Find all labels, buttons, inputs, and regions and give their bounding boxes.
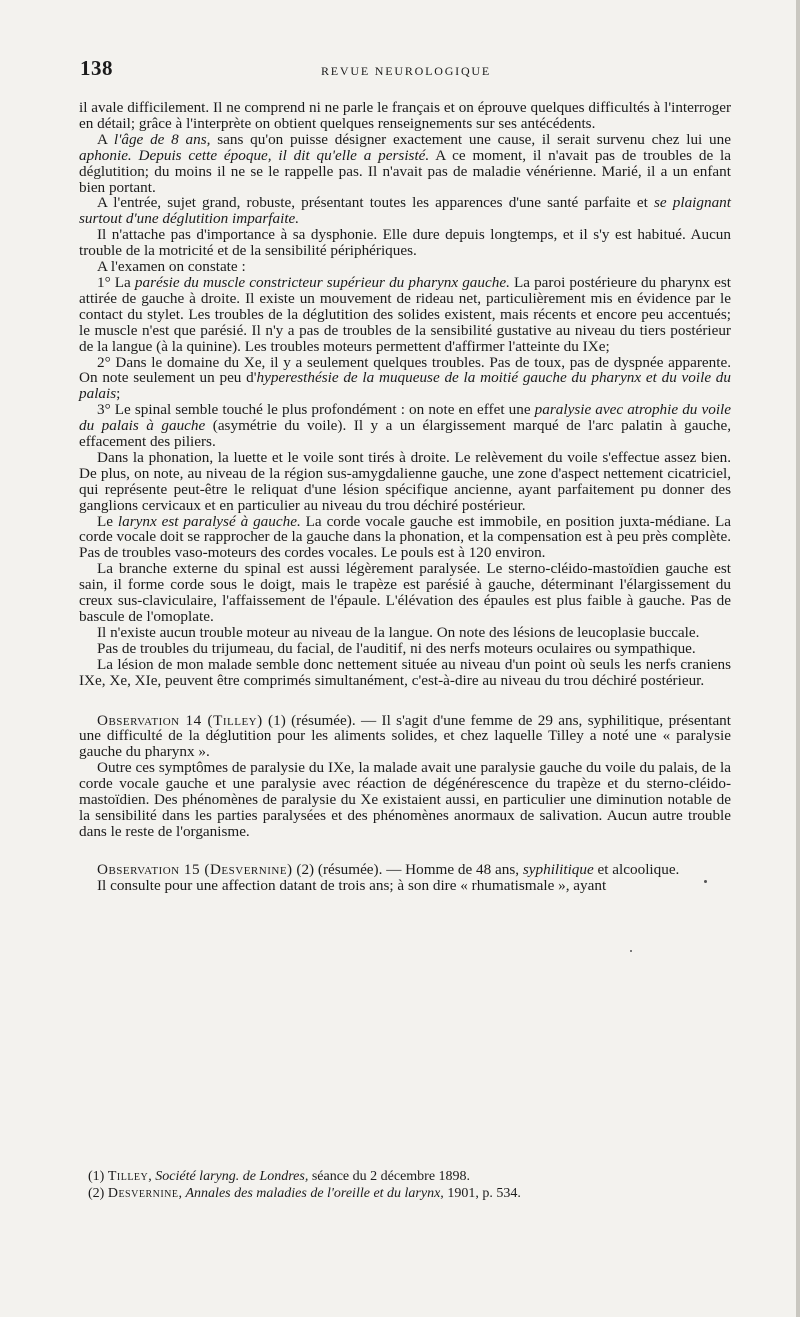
page-number: 138 xyxy=(80,56,113,80)
paragraph xyxy=(79,132,731,196)
footnote-source: Annales des maladies de l'oreille et du larynx, xyxy=(185,1186,444,1201)
paragraph xyxy=(79,275,731,355)
paragraph: La lésion de mon malade semble donc nettement située au niveau d'un point où seuls les nerfs craniens IXe, Xe, XIe, peuvent être comprimés simultanément, c'est-à-dire au niveau du trou déchiré postérieur. xyxy=(79,655,731,689)
footnote-source: Société laryng. de Londres, xyxy=(155,1169,309,1184)
paragraph: il avale difficilement. Il ne comprend ni ne parle le français et on éprouve quelques difficultés à l'interroger en détail; grâce à l'interprète on obtient quelques renseignements sur ses antécédents. xyxy=(79,99,731,132)
section-gap xyxy=(79,840,731,862)
observation-paragraph xyxy=(79,713,731,761)
paragraph: A l'examen on constate : xyxy=(97,258,246,276)
text-run: 1° La xyxy=(97,273,135,291)
text-run: 2° Dans le domaine du Xe, il y a seulement quelques troubles. Pas de toux, pas de dyspnée apparente. On note seulement un peu d' xyxy=(79,353,731,387)
ink-speck xyxy=(630,950,632,952)
text-run: A ce moment, il n'avait pas de troubles de la déglutition; du moins il ne se le rappelle pas. Il n'avait pas de maladie vénérienne. Marié, il a un enfant bien portant. xyxy=(79,146,731,196)
text-run: Le xyxy=(97,512,118,530)
text-run: ; xyxy=(116,385,121,403)
italic-text: parésie du muscle constricteur supérieur du pharynx gauche. xyxy=(134,273,510,291)
observation-heading: Observation 15 (Desvernine) xyxy=(97,860,293,878)
paragraph: Pas de troubles du trijumeau, du facial, de l'auditif, ni des nerfs moteurs oculaires ou sympathique. xyxy=(97,639,696,657)
text-run: La paroi postérieure du pharynx est attirée de gauche à droite. Il existe un mouvement de rideau net, particulièrement mis en évidence par le contact du stylet. Les troubles de la déglutition des solides existent, mais récents et encore peu accentués; le muscle n'est que parésié. Il n'y a pas de troubles de la sensibilité gustative au niveau du tiers postérieur de la langue (à la quinine). Les troubles moteurs permettent d'affirmer l'atteinte du IXe; xyxy=(79,273,731,355)
text-run: 1901, p. 534. xyxy=(443,1186,521,1201)
italic-text: hyperesthésie de la muqueuse de la moitié gauche du pharynx et du voile du palais xyxy=(79,369,731,403)
text-run: (1) (résumée). — Il s'agit d'une femme de 29 ans, syphilitique, présentant une difficulté de la déglutition pour les aliments solides, et chez laquelle Tilley a noté une « paralysie gauche du pharynx ». xyxy=(79,711,731,761)
page-header xyxy=(80,56,732,80)
footnote-author: Desvernine xyxy=(107,1186,179,1201)
italic-text: syphilitique xyxy=(522,860,594,878)
text-run: (2) (résumée). — Homme de 48 ans, xyxy=(292,860,523,878)
paragraph: Il n'attache pas d'importance à sa dysphonie. Elle dure depuis longtemps, et il s'y est habitué. Aucun trouble de la motricité et de la sensibilité périphériques. xyxy=(79,226,731,260)
text-run: et alcoolique. xyxy=(593,860,680,878)
paragraph xyxy=(79,355,731,403)
paragraph: Dans la phonation, la luette et le voile sont tirés à droite. Le relèvement du voile s'effectue assez bien. De plus, on note, au niveau de la région sus-amygdalienne gauche, une zone d'aspect nettement cicatriciel, qui représente peut-être le reliquat d'une lésion spécifique ancienne, ayant parfaitement pu donner des ganglions cervicaux et en particulier au niveau du trou déchiré postérieur. xyxy=(79,448,731,514)
observation-paragraph xyxy=(79,862,731,878)
text-run: sans qu'on puisse désigner exactement une cause, il serait survenu chez lui une xyxy=(210,130,731,148)
paragraph xyxy=(79,195,731,227)
article-body xyxy=(79,100,731,894)
footnote xyxy=(88,1185,728,1202)
text-run: A l'entrée, sujet grand, robuste, présentant toutes les apparences d'une santé parfaite et xyxy=(97,194,654,212)
italic-text: paralysie avec atrophie du voile du palais à gauche xyxy=(79,401,732,435)
footnote-marker: (2) xyxy=(88,1186,108,1201)
italic-text: l'âge de 8 ans, xyxy=(113,130,211,148)
text-run: (asymétrie du voile). Il y a un élargissement marqué de l'arc palatin à gauche, effacement des piliers. xyxy=(79,417,731,451)
italic-text: aphonie. Depuis cette époque, il dit qu'elle a persisté. xyxy=(79,146,430,164)
italic-text: se plaignant surtout d'une déglutition imparfaite. xyxy=(79,194,731,228)
footnotes xyxy=(88,1168,728,1202)
footnote-marker: (1) xyxy=(88,1169,108,1184)
text-run: A xyxy=(97,130,114,148)
text-run: , xyxy=(178,1186,186,1201)
paragraph: Il n'existe aucun trouble moteur au niveau de la langue. On note des lésions de leucoplasie buccale. xyxy=(97,623,700,641)
text-run: , xyxy=(148,1169,156,1184)
paragraph: La branche externe du spinal est aussi légèrement paralysée. Le sterno-cléido-mastoïdien gauche est sain, il forme corde sous le doigt, mais le trapèze est parésié à gauche, déterminant l'élargissement du creux sus-claviculaire, l'affaissement de l'épaule. L'élévation des épaules est plus faible à gauche. Pas de bascule de l'omoplate. xyxy=(79,560,731,625)
italic-text: larynx est paralysé à gauche. xyxy=(117,512,301,530)
text-run: La corde vocale gauche est immobile, en position juxta-médiane. La corde vocale doit se rapprocher de la gauche dans la phonation, et la compensation est à peu près complète. Pas de troubles vaso-moteurs des cordes vocales. Le pouls est à 120 environ. xyxy=(79,512,731,562)
paragraph: Outre ces symptômes de paralysie du IXe, la malade avait une paralysie gauche du voile du palais, de la corde vocale gauche et une paralysie avec réaction de dégénérescence du trapèze et du sterno-cléido-mastoïdien. Des phénomènes de paralysie du Xe existaient aussi, en particulier une diminution notable de la sensibilité dans les parties paralysées et des phénomènes anormaux de salivation. Aucun autre trouble dans le reste de l'organisme. xyxy=(79,759,731,840)
ink-speck xyxy=(704,880,707,883)
running-head: REVUE NEUROLOGIQUE xyxy=(320,64,492,78)
footnote-author: Tilley xyxy=(107,1169,149,1184)
paragraph xyxy=(79,402,731,450)
text-run: 3° Le spinal semble touché le plus profondément : on note en effet une xyxy=(97,401,535,419)
paragraph: Il consulte pour une affection datant de trois ans; à son dire « rhumatismale », ayant xyxy=(97,876,607,894)
paragraph xyxy=(79,514,731,562)
section-gap xyxy=(79,689,731,713)
observation-heading: Observation 14 (Tilley) xyxy=(97,711,263,729)
page-edge xyxy=(796,0,800,1317)
footnote xyxy=(88,1168,728,1185)
text-run: séance du 2 décembre 1898. xyxy=(308,1169,471,1184)
